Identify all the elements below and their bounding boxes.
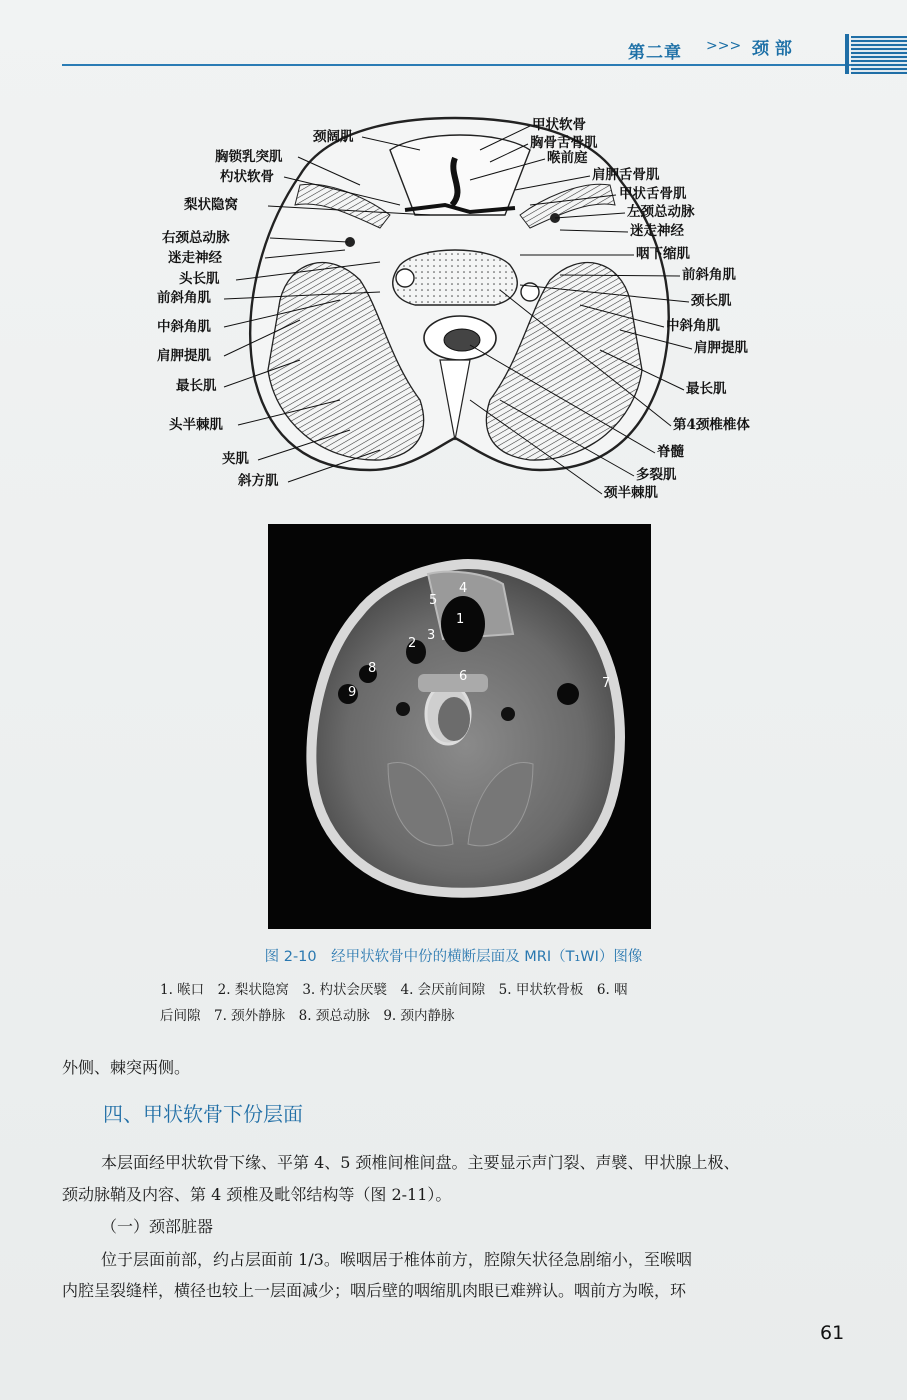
label-laryngeal-vestibule: 喉前庭 [547, 150, 588, 166]
label-platysma: 颈阔肌 [313, 129, 354, 145]
section-name: 颈 部 [752, 39, 792, 59]
label-multifidus: 多裂肌 [636, 467, 677, 483]
mri-image [268, 524, 651, 929]
label-right-common-carotid: 右颈总动脉 [162, 230, 230, 246]
mri-number-9: 9 [348, 685, 357, 700]
label-sternocleidomastoid: 胸锁乳突肌 [215, 149, 283, 165]
paragraph-2-line-2: 内腔呈裂缝样，横径也较上一层面减少；咽后壁的咽缩肌肉眼已难辨认。咽前方为喉，环 [62, 1281, 687, 1300]
header-rule [62, 64, 857, 66]
subheading: （一）颈部脏器 [101, 1217, 214, 1236]
figure-legend-line-2: 后间隙 7. 颈外静脉 8. 颈总动脉 9. 颈内静脉 [160, 1008, 455, 1024]
label-piriform-recess: 梨状隐窝 [184, 197, 238, 213]
label-longus-capitis: 头长肌 [179, 271, 220, 287]
label-thyroid-cartilage: 甲状软骨 [532, 117, 586, 133]
chapter-label: 第二章 [628, 43, 682, 63]
label-omohyoid: 肩胛舌骨肌 [592, 167, 660, 183]
label-longissimus-right: 最长肌 [686, 381, 727, 397]
paragraph-2-line-1: 位于层面前部，约占层面前 1/3。喉咽居于椎体前方，腔隙矢状径急剧缩小，至喉咽 [101, 1250, 692, 1269]
section-heading: 四、甲状软骨下份层面 [103, 1102, 303, 1126]
label-scalenus-anterior-right: 前斜角肌 [682, 267, 736, 283]
label-spinal-cord: 脊髓 [657, 444, 684, 460]
label-left-common-carotid: 左颈总动脉 [627, 204, 695, 220]
label-longissimus-left: 最长肌 [176, 378, 217, 394]
label-sternohyoid: 胸骨舌骨肌 [530, 135, 598, 151]
mri-number-7: 7 [602, 676, 611, 691]
mri-number-4: 4 [459, 581, 468, 596]
figure-legend-line-1: 1. 喉口 2. 梨状隐窝 3. 杓状会厌襞 4. 会厌前间隙 5. 甲状软骨板 6. 咽 [160, 982, 628, 998]
header-bar [845, 34, 849, 74]
header-arrows: >>> [706, 38, 742, 54]
paragraph-1-line-1: 本层面经甲状软骨下缘、平第 4、5 颈椎间椎间盘。主要显示声门裂、声襞、甲状腺上极、 [101, 1153, 740, 1172]
label-scalenus-medius-left: 中斜角肌 [157, 319, 211, 335]
label-c4-vertebral-body: 第4颈椎椎体 [673, 417, 750, 433]
label-semispinalis-capitis: 头半棘肌 [169, 417, 223, 433]
label-trapezius: 斜方肌 [238, 473, 279, 489]
body-line-continuation: 外侧、棘突两侧。 [62, 1058, 191, 1077]
header-stripes [851, 36, 907, 74]
mri-number-5: 5 [429, 593, 438, 608]
label-inferior-constrictor: 咽下缩肌 [636, 246, 690, 262]
figure-caption: 图 2-10 经甲状软骨中份的横断层面及 MRI（T₁WI）图像 [264, 949, 643, 965]
mri-number-3: 3 [427, 628, 436, 643]
page-number: 61 [820, 1322, 845, 1344]
label-semispinalis-cervicis: 颈半棘肌 [604, 485, 658, 501]
label-splenius: 夹肌 [222, 451, 249, 467]
label-vagus-right: 迷走神经 [630, 223, 684, 239]
label-levator-scapulae-left: 肩胛提肌 [157, 348, 211, 364]
mri-number-2: 2 [408, 636, 417, 651]
label-scalenus-anterior-left: 前斜角肌 [157, 290, 211, 306]
label-longus-colli: 颈长肌 [691, 293, 732, 309]
anatomy-cross-section-drawing [0, 100, 907, 520]
mri-number-8: 8 [368, 661, 377, 676]
mri-number-1: 1 [456, 612, 465, 627]
label-thyrohyoid: 甲状舌骨肌 [619, 186, 687, 202]
label-vagus-left: 迷走神经 [168, 250, 222, 266]
label-scalenus-medius-right: 中斜角肌 [666, 318, 720, 334]
label-arytenoid: 杓状软骨 [220, 169, 274, 185]
label-levator-scapulae-right: 肩胛提肌 [694, 340, 748, 356]
mri-number-6: 6 [459, 669, 468, 684]
paragraph-1-line-2: 颈动脉鞘及内容、第 4 颈椎及毗邻结构等（图 2-11）。 [62, 1185, 452, 1204]
